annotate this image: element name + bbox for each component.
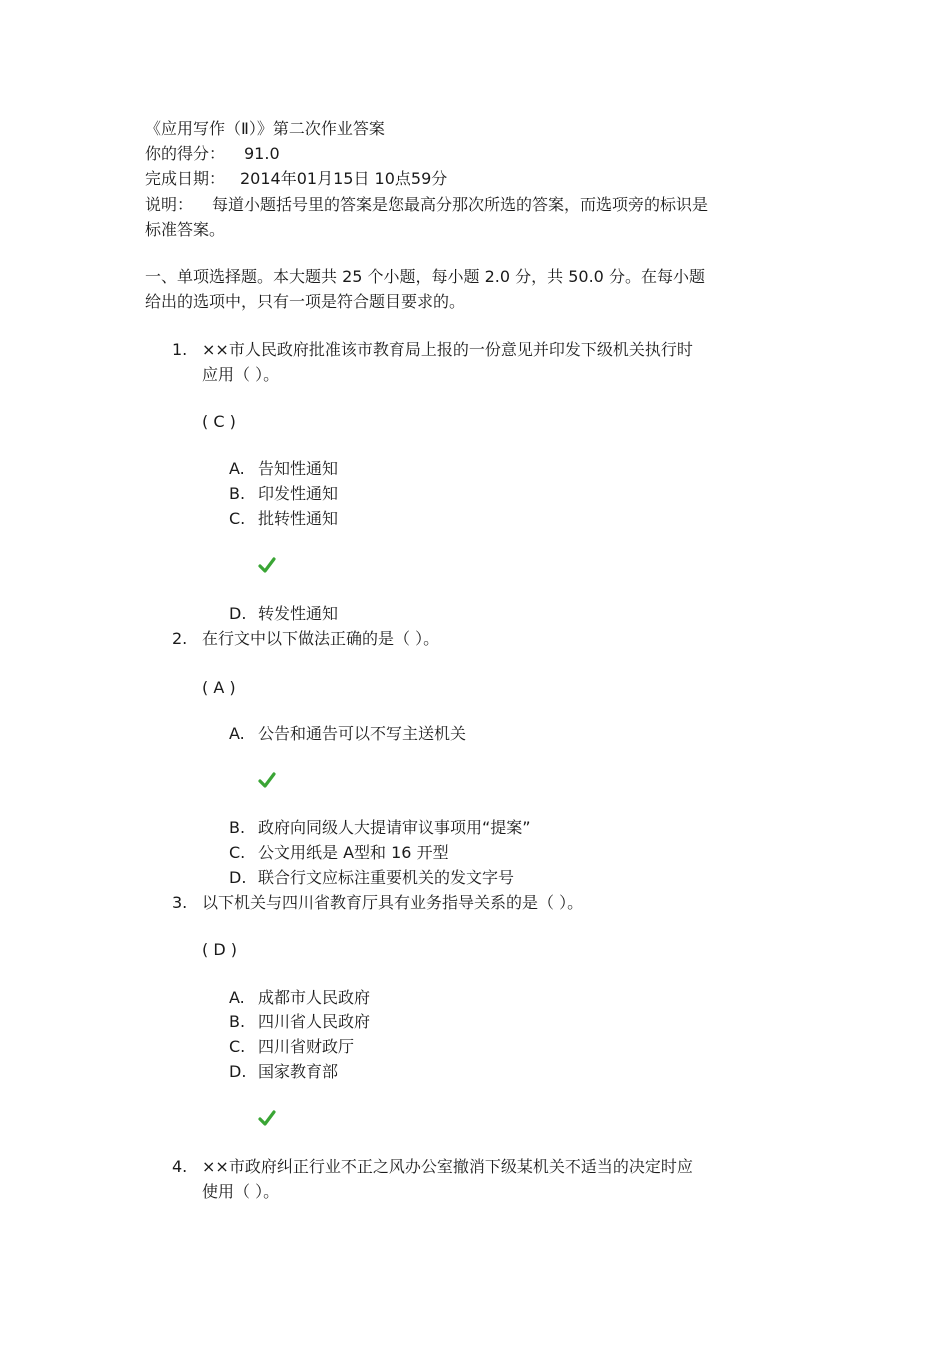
note-text-continued: 标准答案。 — [145, 220, 226, 239]
option-text: 公文用纸是 A型和 16 开型 — [258, 843, 449, 862]
document-title: 《应用写作（Ⅱ）》第二次作业答案 — [145, 119, 385, 138]
option-letter: A. — [229, 459, 245, 478]
date-label: 完成日期： — [145, 169, 226, 188]
question-text: 以下机关与四川省教育厅具有业务指导关系的是（ ）。 — [202, 893, 584, 912]
note-text: 每道小题括号里的答案是您最高分那次所选的答案，而选项旁的标识是 — [212, 195, 709, 214]
option-letter: D. — [229, 868, 247, 887]
option-letter: A. — [229, 988, 245, 1007]
option-letter: B. — [229, 818, 246, 837]
question-text: ××市人民政府批准该市教育局上报的一份意见并印发下级机关执行时 — [202, 340, 693, 359]
option-letter: D. — [229, 604, 247, 623]
option-letter: D. — [229, 1062, 247, 1081]
score-label: 你的得分： — [145, 144, 226, 163]
section-heading: 一、单项选择题。本大题共 25 个小题，每小题 2.0 分，共 50.0 分。在每小题 — [145, 267, 705, 286]
date-value: 2014年01月15日 10点59分 — [240, 169, 448, 188]
option-letter: C. — [229, 509, 246, 528]
option-text: 告知性通知 — [258, 459, 339, 478]
option-text: 政府向同级人大提请审议事项用“提案” — [258, 818, 531, 837]
option-letter: B. — [229, 1012, 246, 1031]
option-letter: B. — [229, 484, 246, 503]
question-number: 1. — [172, 340, 188, 359]
question-text-continued: 应用（ ）。 — [202, 365, 280, 384]
option-letter: C. — [229, 1037, 246, 1056]
question-text-continued: 使用（ ）。 — [202, 1182, 280, 1201]
selected-answer: ( C ) — [202, 412, 236, 431]
option-text: 四川省人民政府 — [258, 1012, 371, 1031]
checkmark-icon — [258, 1109, 276, 1127]
option-text: 成都市人民政府 — [258, 988, 371, 1007]
option-text: 四川省财政厅 — [258, 1037, 355, 1056]
question-text: ××市政府纠正行业不正之风办公室撤消下级某机关不适当的决定时应 — [202, 1157, 693, 1176]
section-heading-continued: 给出的选项中，只有一项是符合题目要求的。 — [145, 292, 466, 311]
note-label: 说明： — [145, 195, 194, 214]
option-text: 联合行文应标注重要机关的发文字号 — [258, 868, 515, 887]
checkmark-icon — [258, 556, 276, 574]
option-text: 印发性通知 — [258, 484, 339, 503]
option-text: 国家教育部 — [258, 1062, 339, 1081]
option-text: 批转性通知 — [258, 509, 339, 528]
selected-answer: ( A ) — [202, 678, 236, 697]
question-number: 4. — [172, 1157, 188, 1176]
question-number: 2. — [172, 629, 188, 648]
option-text: 公告和通告可以不写主送机关 — [258, 724, 467, 743]
option-letter: A. — [229, 724, 245, 743]
score-value: 91.0 — [244, 144, 280, 163]
option-text: 转发性通知 — [258, 604, 339, 623]
checkmark-icon — [258, 771, 276, 789]
question-text: 在行文中以下做法正确的是（ ）。 — [202, 629, 440, 648]
question-number: 3. — [172, 893, 188, 912]
option-letter: C. — [229, 843, 246, 862]
selected-answer: ( D ) — [202, 940, 237, 959]
